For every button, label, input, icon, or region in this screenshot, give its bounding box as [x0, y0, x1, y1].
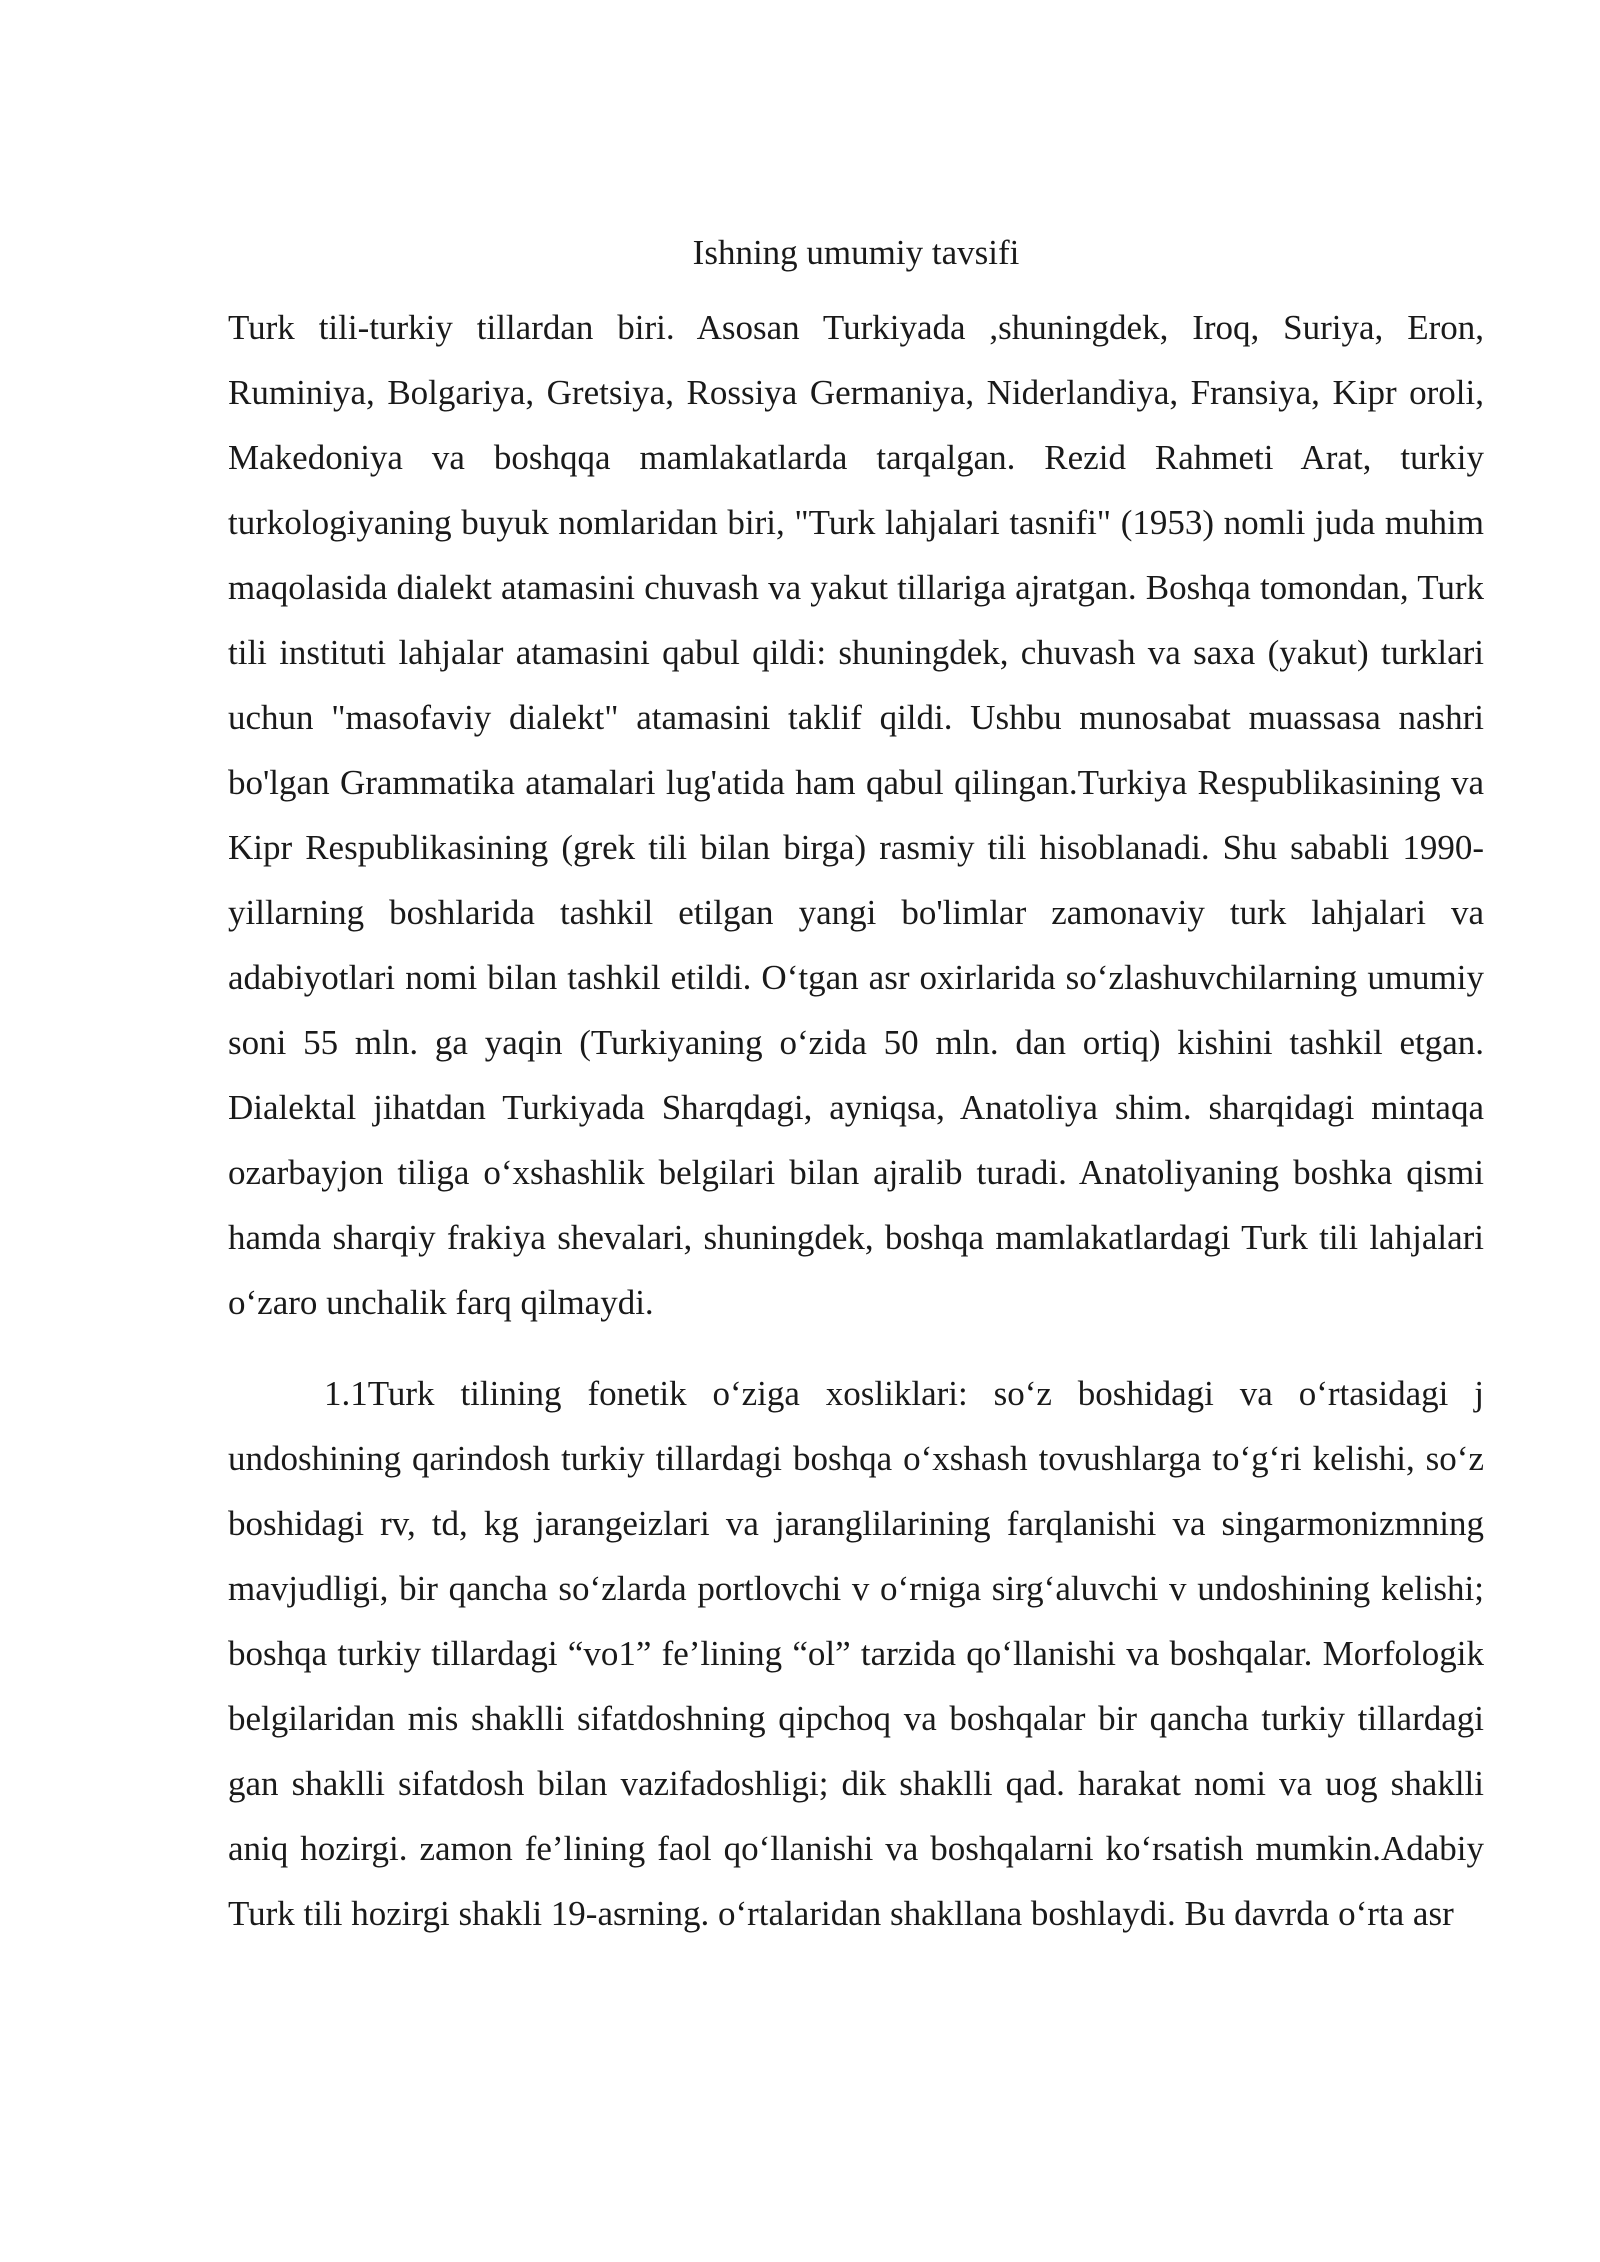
document-title: Ishning umumiy tavsifi — [692, 233, 1020, 272]
document-page — [228, 220, 1484, 1946]
paragraph-phonetics: 1.1Turk tilining fonetik o‘ziga xosliklari: so‘z boshidagi va o‘rtasidagi j undoshining qarindosh turkiy tillardagi boshqa o‘xshash tovushlarga to‘g‘ri kelishi, so‘z boshidagi rv, td, kg jarangeizlari va jaranglilarining farqlanishi va singarmonizmning mavjudligi, bir qancha so‘zlarda portlovchi v o‘rniga sirg‘aluvchi v undoshining kelishi; boshqa turkiy tillardagi “vo1” fe’lining “ol” tarzida qo‘llanishi va boshqalar. Morfologik belgilaridan mis shaklli sifatdoshning qipchoq va boshqalar bir qancha turkiy tillardagi gan shaklli sifatdosh bilan vazifadoshligi; dik shaklli qad. harakat nomi va uog shaklli aniq hozirgi. zamon fe’lining faol qo‘llanishi va boshqalarni ko‘rsatish mumkin.Adabiy Turk tili hozirgi shakli 19-asrning. o‘rtalaridan shakllana boshlaydi. Bu davrda o‘rta asr — [228, 1374, 1484, 1933]
paragraph-intro: Turk tili-turkiy tillardan biri. Asosan Turkiyada ,shuningdek, Iroq, Suriya, Eron, Ruminiya, Bolgariya, Gretsiya, Rossiya Germaniya, Niderlandiya, Fransiya, Kipr oroli, Makedoniya va boshqqa mamlakatlarda tarqalgan. Rezid Rahmeti Arat, turkiy turkologiyaning buyuk nomlaridan biri, "Turk lahjalari tasnifi" (1953) nomli juda muhim maqolasida dialekt atamasini chuvash va yakut tillariga ajratgan. Boshqa tomondan, Turk tili instituti lahjalar atamasini qabul qildi: shuningdek, chuvash va saxa (yakut) turklari uchun "masofaviy dialekt" atamasini taklif qildi. Ushbu munosabat muassasa nashri bo'lgan Grammatika atamalari lug'atida ham qabul qilingan.Turkiya Respublikasining va Kipr Respublikasining (grek tili bilan birga) rasmiy tili hisoblanadi. Shu sababli 1990-yillarning boshlarida tashkil etilgan yangi bo'limlar zamonaviy turk lahjalari va adabiyotlari nomi bilan tashkil etildi. O‘tgan asr oxirlarida so‘zlashuvchilarning umumiy soni 55 mln. ga yaqin (Turkiyaning o‘zida 50 mln. dan ortiq) kishini tashkil etgan. Dialektal jihatdan Turkiyada Sharqdagi, ayniqsa, Anatoliya shim. sharqidagi mintaqa ozarbayjon tiliga o‘xshashlik belgilari bilan ajralib turadi. Anatoliyaning boshka qismi hamda sharqiy frakiya shevalari, shuningdek, boshqa mamlakatlardagi Turk tili lahjalari o‘zaro unchalik farq qilmaydi. — [228, 308, 1484, 1322]
